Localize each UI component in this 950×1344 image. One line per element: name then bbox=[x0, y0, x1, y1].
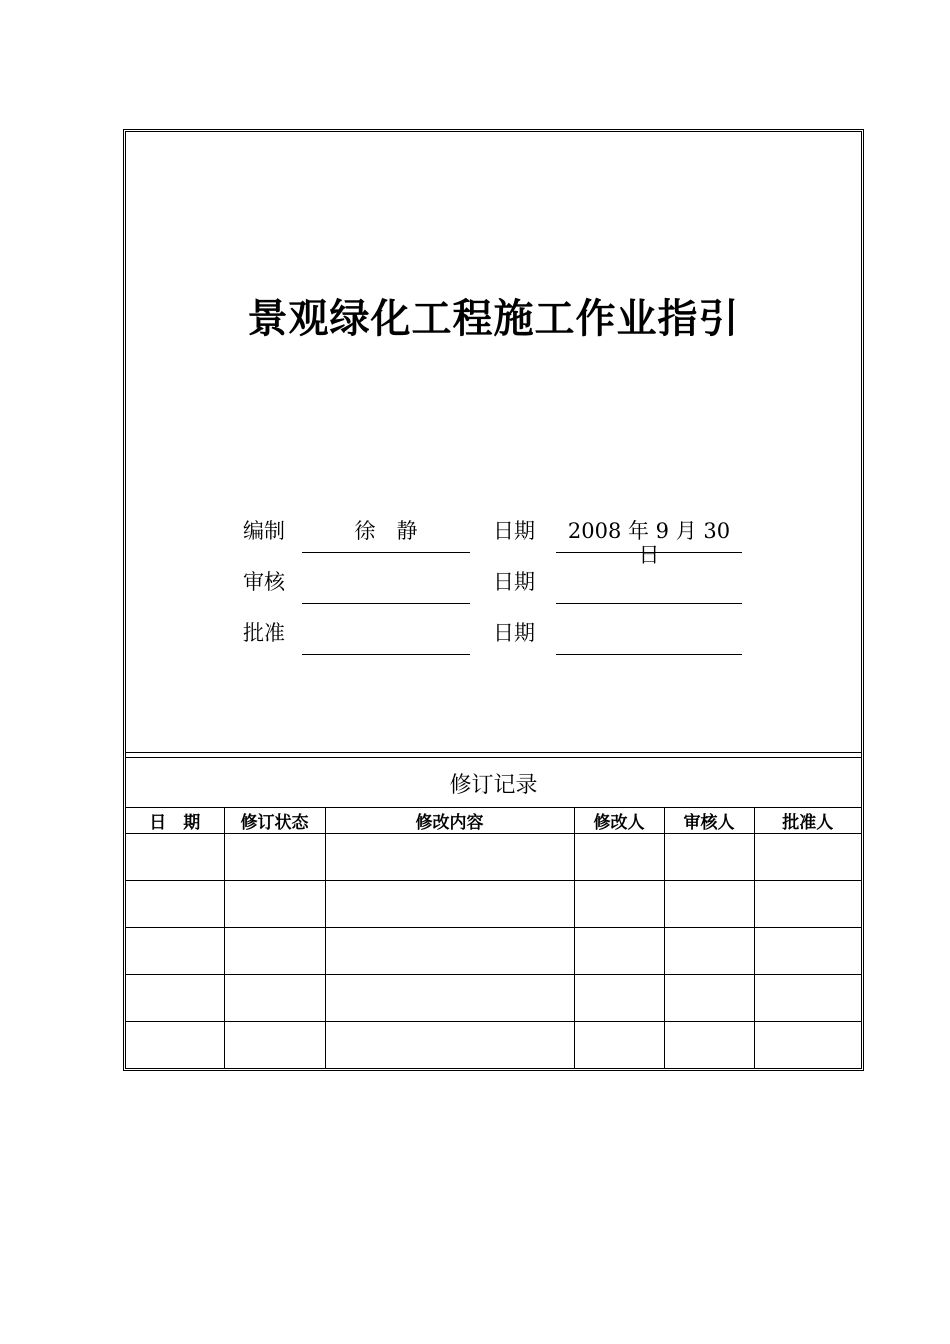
approve-name-line bbox=[302, 654, 470, 655]
table-cell bbox=[574, 834, 664, 881]
table-cell bbox=[664, 881, 754, 928]
compile-label: 编制 bbox=[243, 519, 285, 543]
col-status-header: 修订状态 bbox=[224, 808, 325, 834]
col-content-header: 修改内容 bbox=[325, 808, 574, 834]
table-cell bbox=[754, 1022, 861, 1069]
compile-date: 2008 年 9 月 30 日 bbox=[567, 519, 731, 567]
section-separator bbox=[126, 752, 861, 758]
approve-date-label: 日期 bbox=[493, 621, 535, 645]
table-cell bbox=[664, 1022, 754, 1069]
revision-header-row bbox=[126, 808, 861, 834]
table-cell bbox=[126, 975, 224, 1022]
table-cell bbox=[224, 1022, 325, 1069]
table-cell bbox=[325, 834, 574, 881]
approve-date-line bbox=[556, 654, 742, 655]
table-cell bbox=[754, 834, 861, 881]
table-cell bbox=[126, 834, 224, 881]
table-cell bbox=[224, 881, 325, 928]
compile-date-label: 日期 bbox=[493, 519, 535, 543]
table-row bbox=[126, 834, 861, 881]
table-cell bbox=[574, 975, 664, 1022]
table-cell bbox=[126, 881, 224, 928]
review-date-label: 日期 bbox=[493, 570, 535, 594]
col-date-header: 日 期 bbox=[126, 808, 224, 834]
document-frame bbox=[123, 129, 864, 1071]
revision-title: 修订记录 bbox=[449, 773, 538, 798]
review-name-line bbox=[302, 603, 470, 604]
table-cell bbox=[325, 928, 574, 975]
table-cell bbox=[574, 1022, 664, 1069]
compile-date-line bbox=[556, 552, 742, 553]
table-cell bbox=[754, 881, 861, 928]
table-cell bbox=[754, 928, 861, 975]
table-cell bbox=[754, 975, 861, 1022]
table-cell bbox=[126, 928, 224, 975]
table-cell bbox=[664, 975, 754, 1022]
col-reviewer-header: 审核人 bbox=[664, 808, 754, 834]
table-cell bbox=[664, 928, 754, 975]
table-cell bbox=[325, 1022, 574, 1069]
table-row bbox=[126, 1022, 861, 1069]
col-approver-header: 批准人 bbox=[754, 808, 861, 834]
approve-label: 批准 bbox=[243, 621, 285, 645]
table-cell bbox=[224, 834, 325, 881]
table-row bbox=[126, 881, 861, 928]
review-date-line bbox=[556, 603, 742, 604]
revision-table bbox=[126, 807, 861, 1068]
table-cell bbox=[325, 881, 574, 928]
compile-name: 徐 静 bbox=[354, 519, 418, 543]
table-cell bbox=[574, 881, 664, 928]
table-row bbox=[126, 928, 861, 975]
table-cell bbox=[574, 928, 664, 975]
compile-name-line bbox=[302, 552, 470, 553]
review-label: 审核 bbox=[243, 570, 285, 594]
table-row bbox=[126, 975, 861, 1022]
table-cell bbox=[664, 834, 754, 881]
document-title: 景观绿化工程施工作业指引 bbox=[247, 296, 740, 342]
table-cell bbox=[224, 975, 325, 1022]
col-modifier-header: 修改人 bbox=[574, 808, 664, 834]
table-cell bbox=[224, 928, 325, 975]
table-cell bbox=[325, 975, 574, 1022]
table-cell bbox=[126, 1022, 224, 1069]
